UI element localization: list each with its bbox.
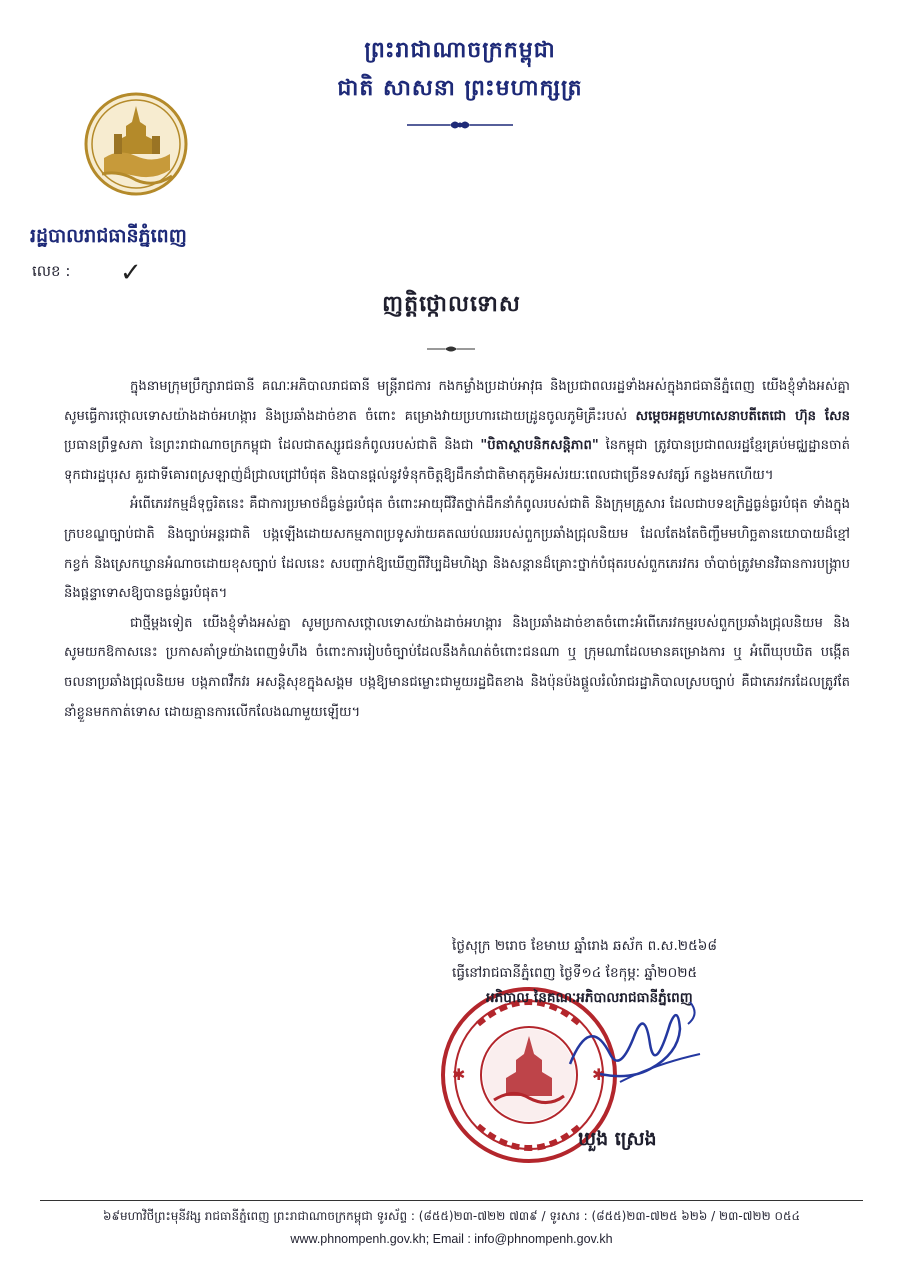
kingdom-heading [300, 36, 620, 106]
kingdom-name: ព្រះរាជាណាចក្រកម្ពុជា [364, 38, 556, 63]
phnom-penh-emblem-icon [84, 92, 188, 196]
reference-number-label: លេខ : [32, 262, 71, 280]
honoree-name: សម្តេចអគ្គមហាសេនាបតីតេជោ ហ៊ុន សែន [635, 408, 850, 424]
paragraph-2: អំពើភេរវកម្មដ៏ទុច្ចរិតនេះ គឺជាការប្រមាថដ៏ធ្ងន់ធ្ងរបំផុត ចំពោះអាយុជីវិតថ្នាក់ដឹកនាំកំពូលរបស់ជាតិ និងក្រុមគ្រួសារ ដែលជាបទឧក្រិដ្ឋធ្ងន់ធ្ងរបំផុត ទាំងក្នុងក្របខណ្ឌច្បាប់ជាតិ និងច្បាប់អន្តរជាតិ បង្កឡើងដោយសកម្មភាពប្រទូសរ៉ាយគតឈប់ឈររបស់ពួកប្រឆាំងជ្រុលនិយម ដែលតែងតែចិញ្ចឹមមហិច្ឆតានយោបាយដ៏ខ្មៅកខ្វក់ និងស្រេកឃ្លានអំណាចដោយខុសច្បាប់ ដែលនេះ សបញ្ជាក់ឱ្យឃើញពីវិប្បដិមហិង្សា និងសន្តានដ៏គ្រោះថ្នាក់បំផុតរបស់ពួកភេរវករ ចាំបាច់ត្រូវមានវិធានការបង្ក្រាប និងផ្តន្ទាទោសឱ្យបានធ្ងន់ធ្ងរបំផុត។ [64, 497, 850, 602]
footer-divider [40, 1200, 863, 1201]
date-block [452, 933, 852, 987]
honorific-title: "បិតាស្ថាបនិកសន្តិភាព" [480, 438, 599, 454]
document-body [64, 372, 850, 727]
paragraph-1 [64, 372, 850, 490]
paragraph-1-part-a: ក្នុងនាមក្រុមប្រឹក្សារាជធានី គណៈអភិបាលរាជធានី មន្ត្រីរាជការ កងកម្លាំងប្រដាប់អាវុធ និងប្រជាពលរដ្ឋទាំងអស់ក្នុងរាជធានីភ្នំពេញ យើងខ្ញុំទាំងអស់គ្នាសូមធ្វើការថ្កោលទោសយ៉ាងដាច់អហង្ការ និងប្រឆាំងដាច់ខាត ចំពោះ គម្រោងវាយប្រហារដោយដ្រូនចូលភូមិគ្រឹះរបស់ [64, 379, 850, 424]
solar-date: ធ្វើនៅរាជធានីភ្នំពេញ ថ្ងៃទី១៤ ខែកុម្ភៈ ឆ្នាំ២០២៥ [452, 965, 698, 981]
signer-title: អភិបាល នៃគណៈអភិបាលរាជធានីភ្នំពេញ [486, 990, 693, 1006]
title-ornament [425, 344, 477, 354]
handwritten-signature [560, 994, 710, 1094]
paragraph-1-part-b: ប្រធានព្រឹទ្ធសភា នៃព្រះរាជាណាចក្រកម្ពុជា ដែលជាតស្សូរជនកំពូលរបស់ជាតិ និងជា [64, 438, 481, 454]
svg-text:✱: ✱ [452, 1065, 466, 1084]
motto-ornament [405, 118, 515, 132]
footer-address: ៦៩មហាវិថីព្រះមុនីវង្ស រាជធានីភ្នំពេញ ព្រះរាជាណាចក្រកម្ពុជា ទូរស័ព្ទ : (៨៥៥)២៣-៧២២ ៧៣៩ / ទូរសារ : (៨៥៥)២៣-៧២៥ ៦២៦ / ២៣-៧២២ ០៥៤ [103, 1209, 800, 1223]
svg-text:✱: ✱ [592, 1065, 606, 1084]
national-motto: ជាតិ សាសនា ព្រះមហាក្សត្រ [337, 76, 583, 101]
paragraph-3: ជាថ្មីម្តងទៀត យើងខ្ញុំទាំងអស់គ្នា សូមប្រកាសថ្កោលទោសយ៉ាងដាច់អហង្ការ និងប្រឆាំងដាច់ខាតចំពោះអំពើភេរវកម្មរបស់ពួកប្រឆាំងជ្រុលនិយម និងសូមយកឱកាសនេះ ប្រកាសគាំទ្រយ៉ាងពេញទំហឹង ចំពោះការរៀបចំច្បាប់ដែលនឹងកំណត់ចំពោះជនណា ឬ ក្រុមណាដែលមានគម្រោងការ ឬ អំពើឃុបឃិត បង្កើតចលនាប្រឆាំងជ្រុលនិយម បង្កភាពវឹកវរ អសន្តិសុខក្នុងសង្គម បង្កឱ្យមានជម្លោះជាមួយរដ្ឋជិតខាង និងប៉ុនប៉ងផ្តួលរំលំរាជរដ្ឋាភិបាលស្របច្បាប់ គឺជាភេរវករដែលត្រូវតែនាំខ្លួនមកកាត់ទោស ដោយគ្មានការលើកលែងណាមួយឡើយ។ [64, 615, 850, 720]
document-title: ញត្តិថ្កោលទោស [382, 292, 521, 317]
lunar-date: ថ្ងៃសុក្រ ២រោច ខែមាឃ ឆ្នាំរោង ឆស័ក ព.ស.២៥៦៨ [452, 938, 717, 954]
issuing-organization: រដ្ឋបាលរាជធានីភ្នំពេញ [30, 225, 187, 247]
reference-checkmark: ✓ [120, 258, 142, 288]
footer-contact: www.phnompenh.gov.kh; Email : info@phnompenh.gov.kh [290, 1232, 613, 1246]
signer-name: ឃួង ស្រេង [578, 1128, 657, 1150]
paragraph-1-part-c: នៃកម្ពុជា ត្រូវបានប្រជាពលរដ្ឋខ្មែរគ្រប់មជ្ឈដ្ឋានចាត់ទុកជារដ្ឋបុរស គួរជាទីគោរពស្រឡាញ់ដ៏ជ្រាលជ្រៅបំផុត និងបានផ្តល់នូវទំនុកចិត្តឱ្យដឹកនាំជាតិមាតុភូមិអស់រយៈពេលជាច្រើនទសវត្សរ៍ កន្លងមកហើយ។ [64, 438, 850, 483]
